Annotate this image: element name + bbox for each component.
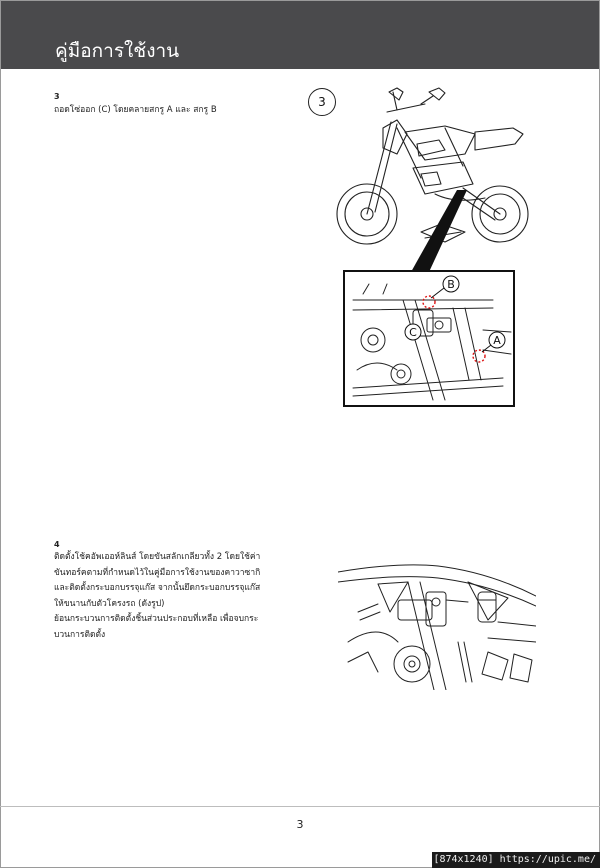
step-4-line: และติดตั้งกระบอกบรรจุแก๊ส จากนั้นยึดกระบอกบรรจุแก๊ส [54, 583, 261, 593]
shock-install-illustration [338, 542, 536, 690]
step-3-number: 3 [54, 92, 60, 101]
footer-rule [0, 806, 600, 807]
step-4-line: ย้อนกระบวนการติดตั้งชิ้นส่วนประกอบที่เหลือ เพื่อจบกระ [54, 614, 259, 624]
detail-closeup-illustration [343, 270, 515, 407]
callout-c: C [409, 326, 417, 339]
header-bar [1, 1, 599, 69]
page-title: คู่มือการใช้งาน [55, 40, 180, 62]
step-3-text [54, 103, 217, 119]
step-3-line: ถอดโซ่ออก (C) โดยคลายสกรู A และ สกรู B [54, 105, 217, 115]
figure-3-label: 3 [308, 88, 336, 116]
callout-a: A [493, 334, 501, 347]
step-4-number: 4 [54, 540, 60, 549]
step-4-text [54, 550, 260, 643]
step-4-line: ให้ขนานกับตัวโครงรถ (ดังรูป) [54, 598, 165, 609]
motorcycle-illustration [325, 82, 535, 272]
page-number: 3 [296, 818, 304, 831]
callout-b: B [447, 278, 455, 291]
step-4-line: ติดตั้งโช้คอัพเออห์ลินส์ โดยขันสลักเกลียวทั้ง 2 โดยใช้ค่า [54, 552, 261, 562]
step-4-line: ขันทอร์คตามที่กำหนดไว้ในคู่มือการใช้งานของคาวาซากิ [54, 567, 261, 578]
watermark-bar: [874x1240] https://upic.me/ [432, 852, 600, 868]
step-4-line: บวนการติดตั้ง [54, 629, 106, 640]
